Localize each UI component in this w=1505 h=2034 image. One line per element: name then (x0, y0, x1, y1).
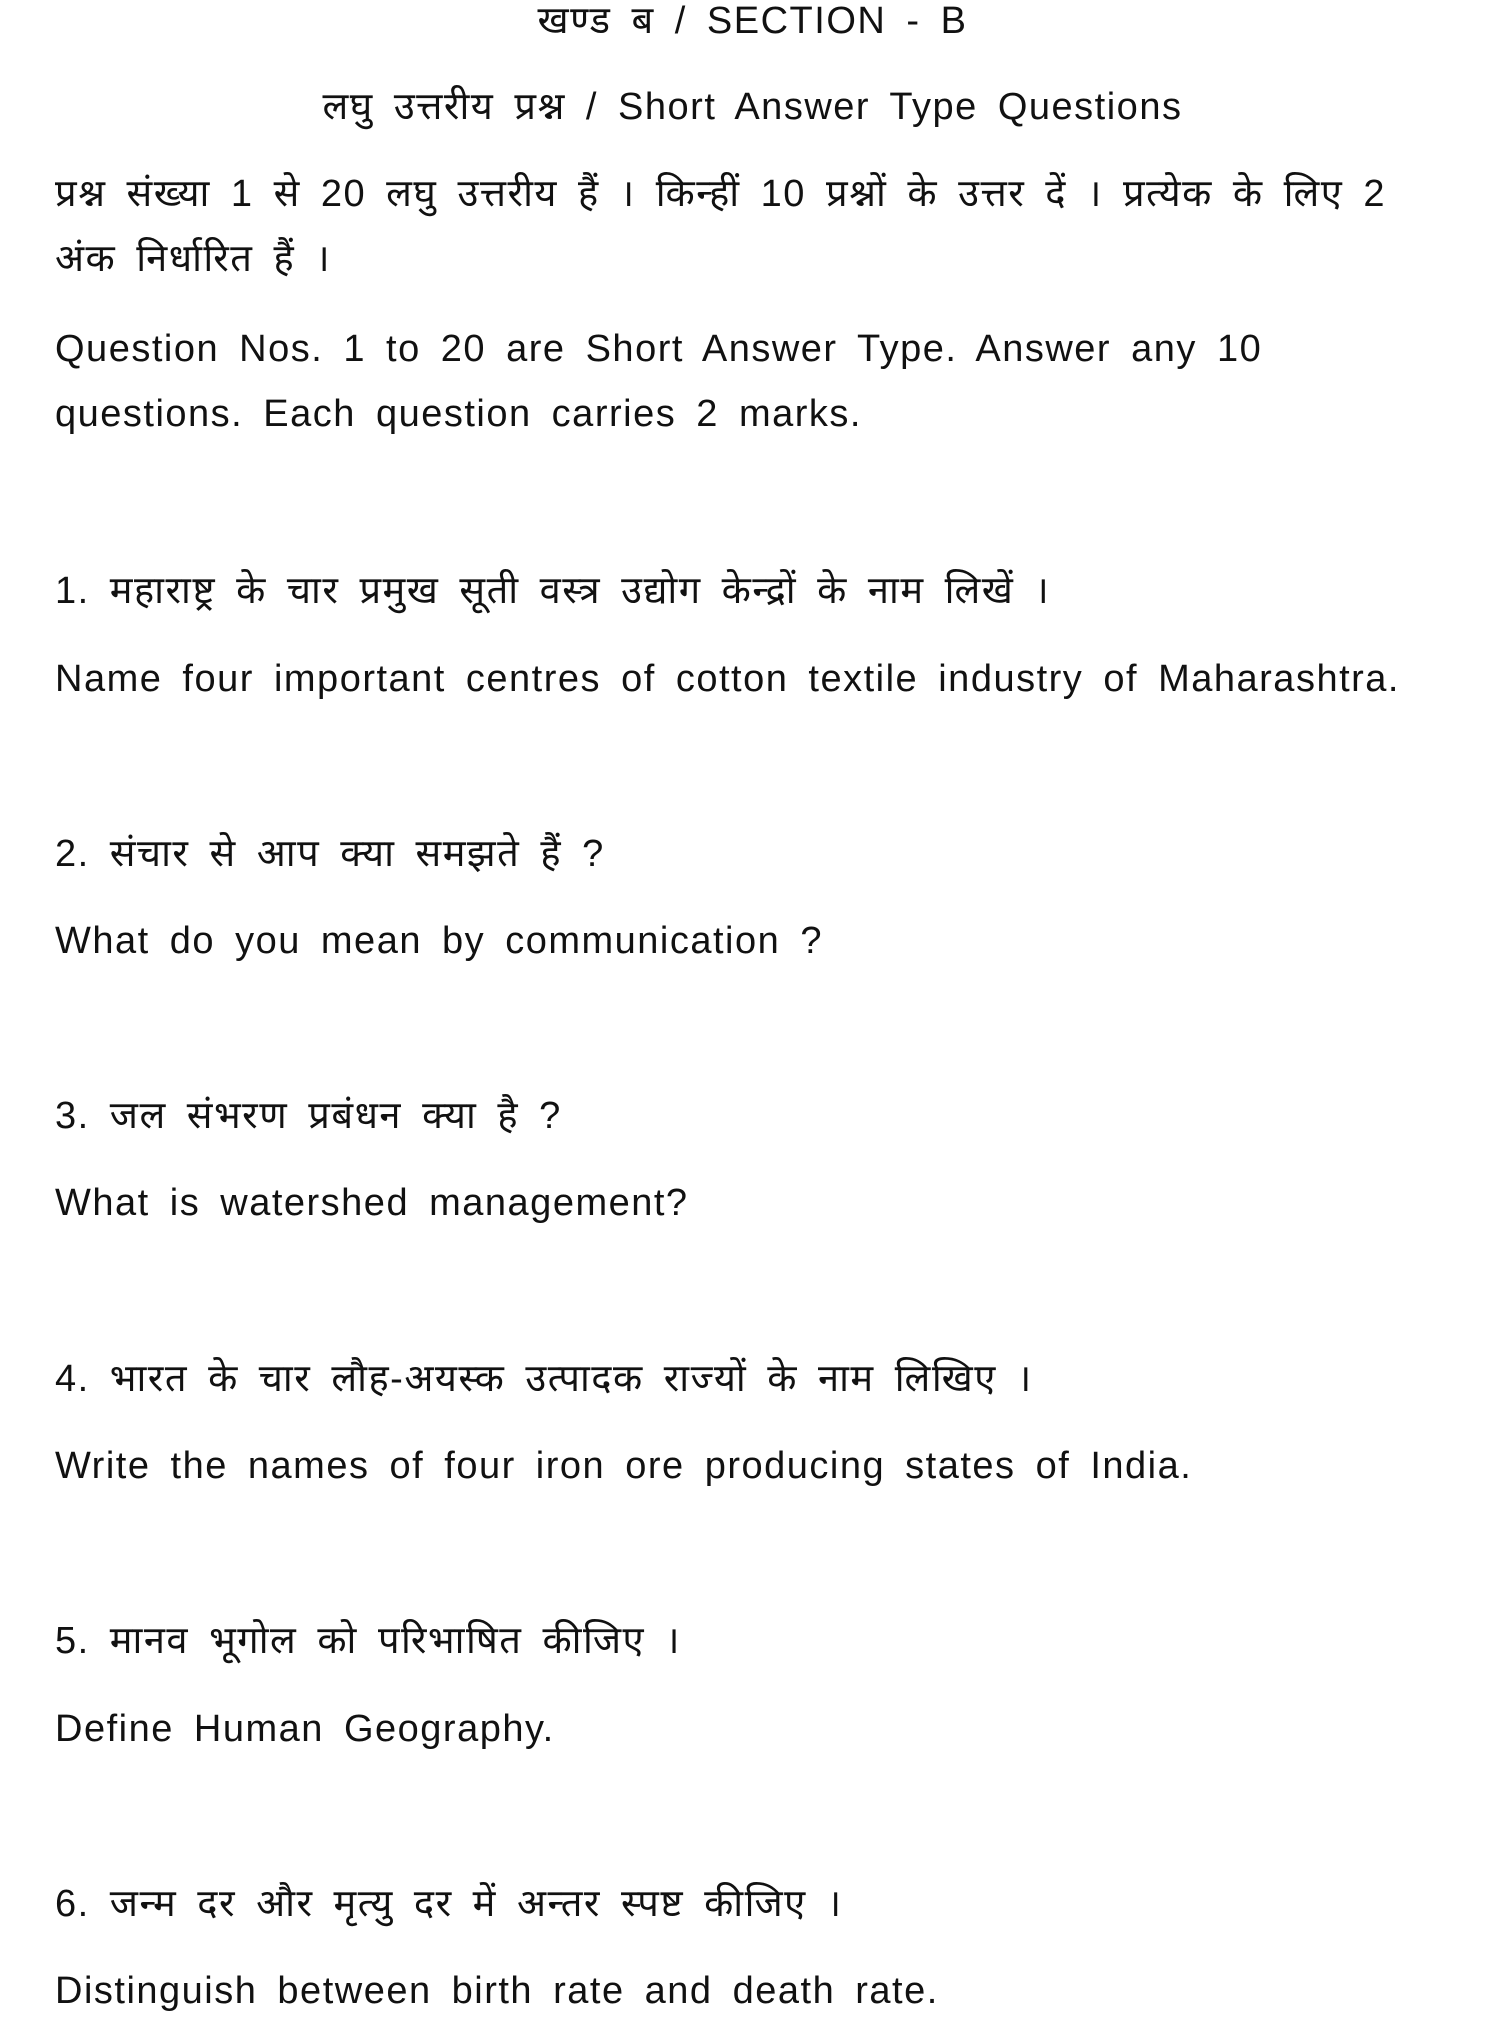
instructions-hindi-line-1: प्रश्न संख्या 1 से 20 लघु उत्तरीय हैं । किन्हीं 10 प्रश्नों के उत्तर दें । प्रत्येक के लिए 2 (55, 173, 1386, 215)
question-5-hindi: 5. मानव भूगोल को परिभाषित कीजिए । (55, 1620, 682, 1662)
instructions-english-line-1: Question Nos. 1 to 20 are Short Answer Type. Answer any 10 (55, 328, 1263, 370)
instructions-hindi-line-2: अंक निर्धारित हैं । (55, 238, 332, 280)
question-5-english: Define Human Geography. (55, 1708, 555, 1750)
question-1-hindi: 1. महाराष्ट्र के चार प्रमुख सूती वस्त्र उद्योग केन्द्रों के नाम लिखें । (55, 570, 1051, 612)
question-3-hindi: 3. जल संभरण प्रबंधन क्या है ? (55, 1095, 562, 1137)
question-4-hindi: 4. भारत के चार लौह-अयस्क उत्पादक राज्यों के नाम लिखिए । (55, 1358, 1033, 1400)
instructions-english-line-2: questions. Each question carries 2 marks. (55, 393, 862, 435)
question-1-english: Name four important centres of cotton textile industry of Maharashtra. (55, 658, 1400, 700)
question-6-english: Distinguish between birth rate and death rate. (55, 1970, 939, 2012)
question-2-english: What do you mean by communication ? (55, 920, 823, 962)
question-2-hindi: 2. संचार से आप क्या समझते हैं ? (55, 833, 605, 875)
question-6-hindi: 6. जन्म दर और मृत्यु दर में अन्तर स्पष्ट कीजिए । (55, 1883, 843, 1925)
section-subtitle: लघु उत्तरीय प्रश्न / Short Answer Type Questions (322, 86, 1183, 128)
section-title: खण्ड ब / SECTION - B (537, 0, 968, 42)
question-4-english: Write the names of four iron ore producing states of India. (55, 1445, 1193, 1487)
question-3-english: What is watershed management? (55, 1182, 689, 1224)
